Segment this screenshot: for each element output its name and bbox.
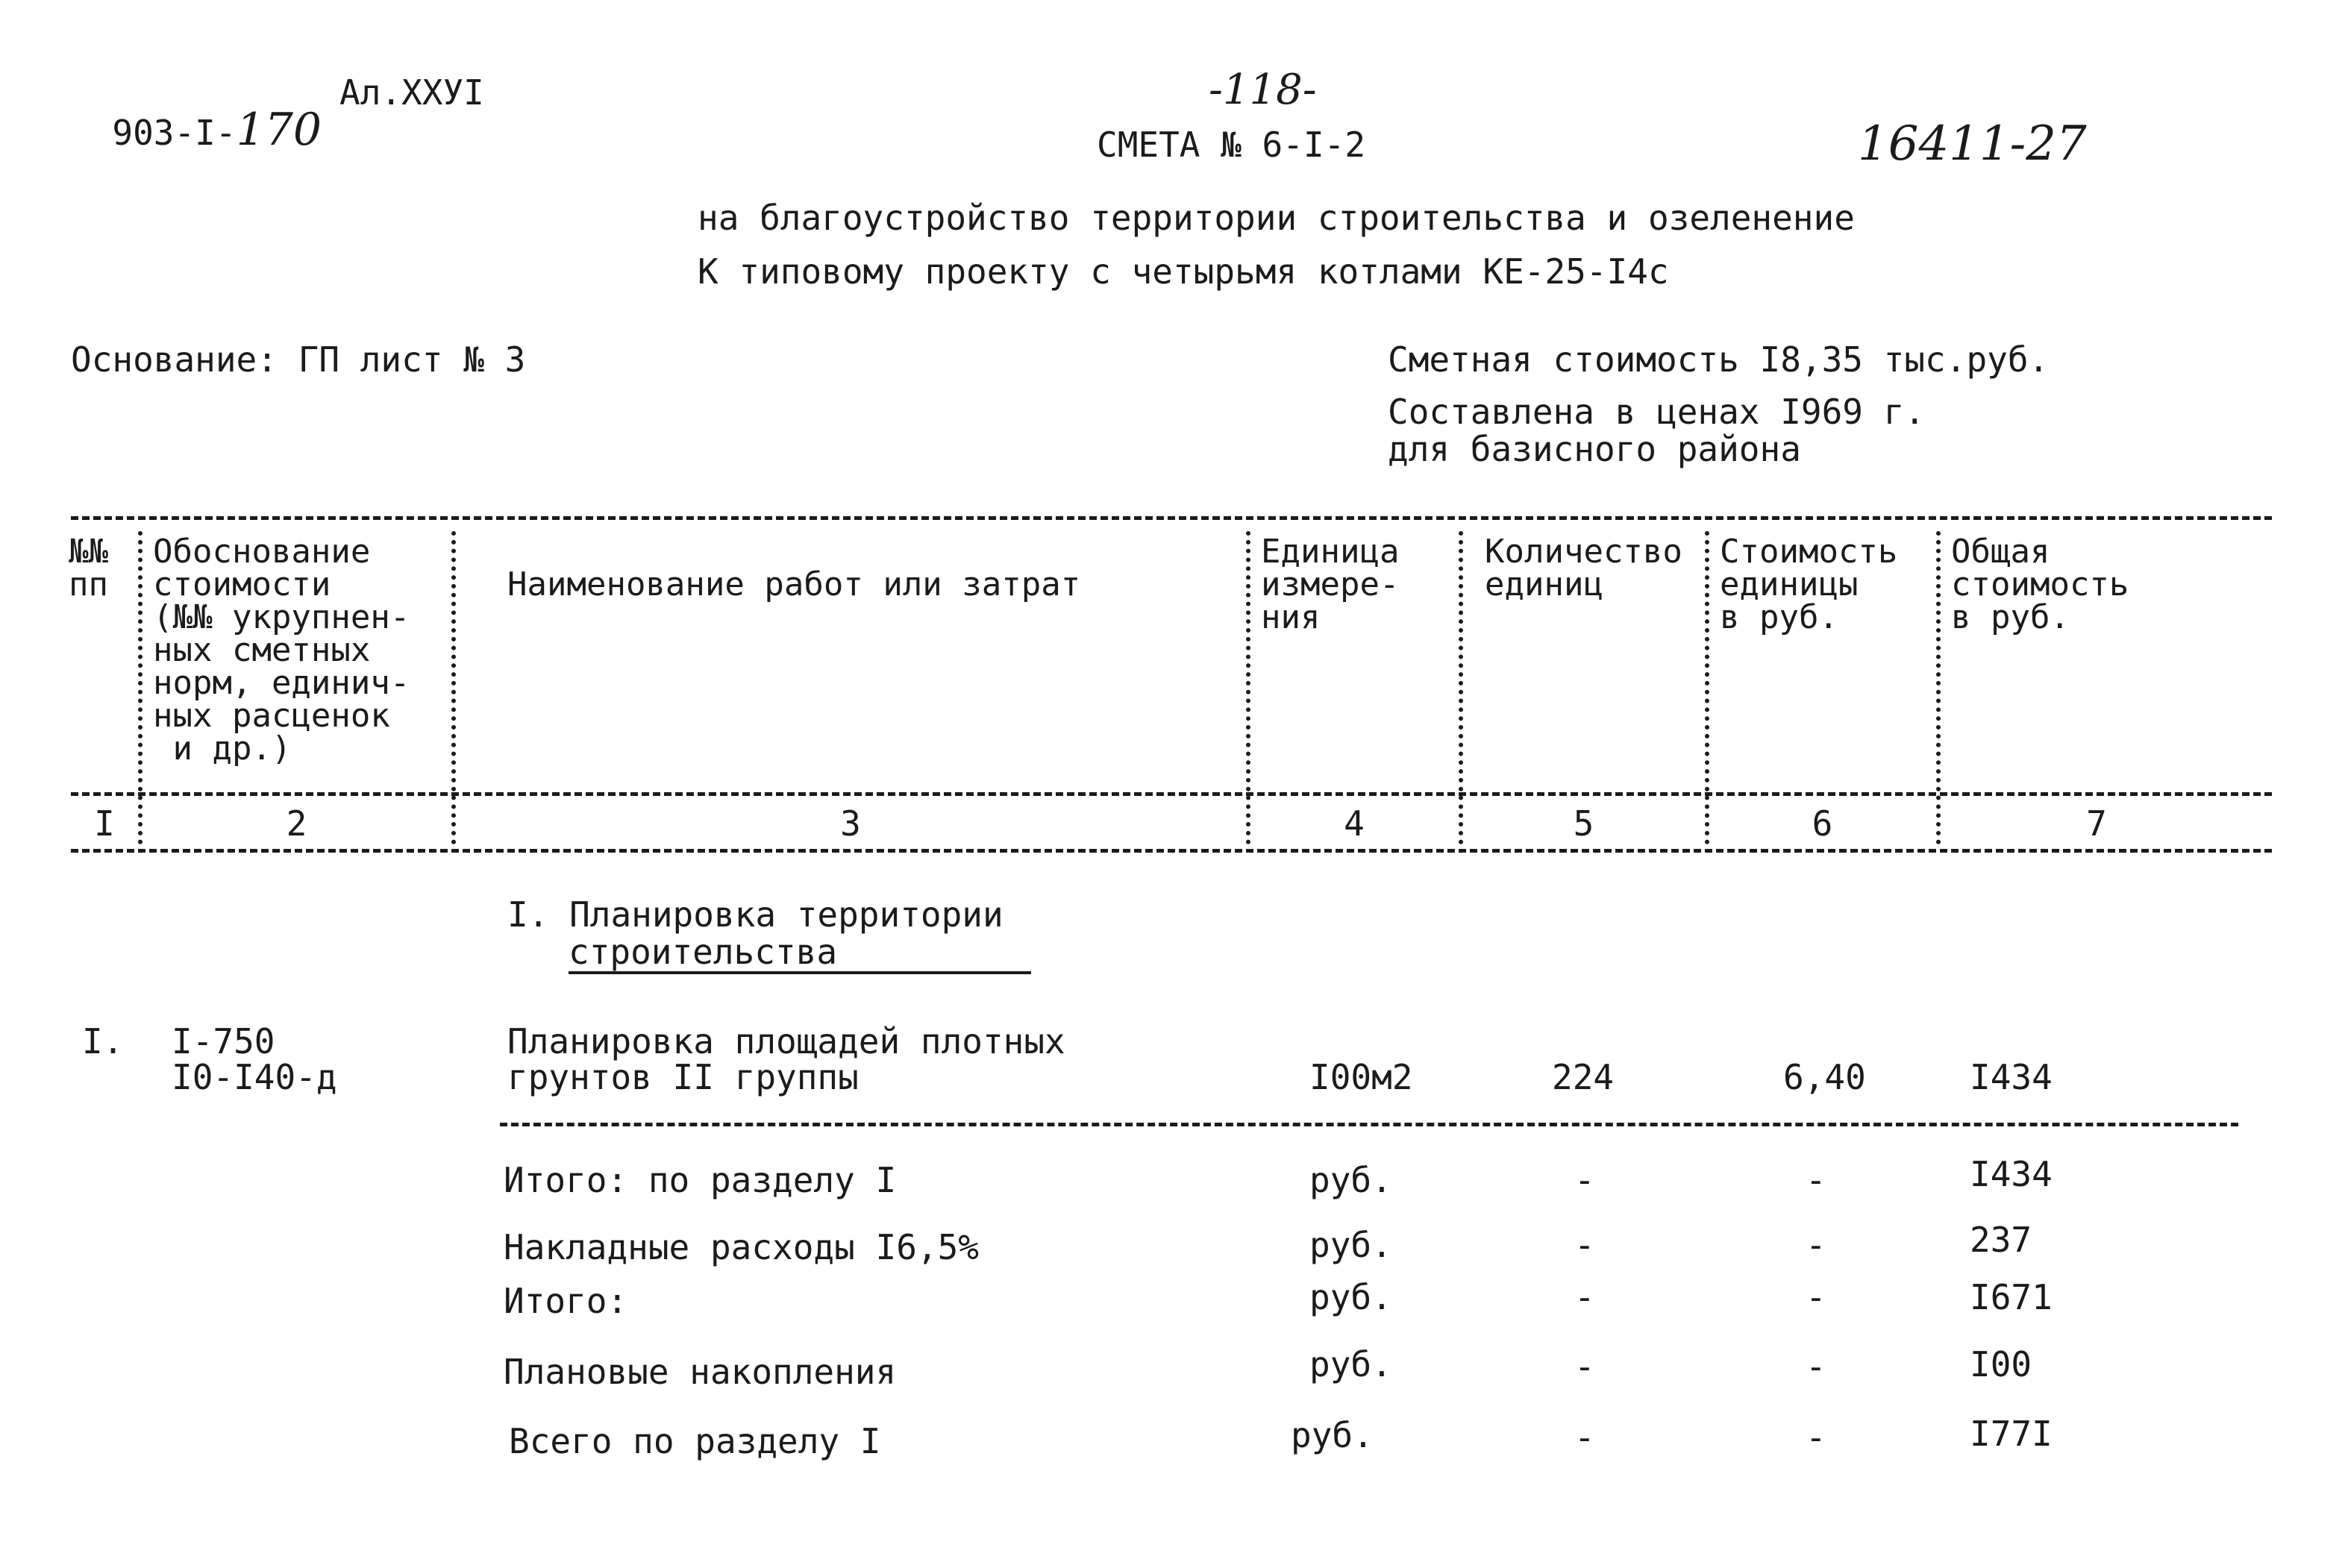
item-name-2: грунтов II группы [507, 1057, 859, 1097]
summary-price: - [1806, 1417, 1826, 1458]
summary-quantity: - [1574, 1277, 1595, 1317]
summary-total: 237 [1970, 1220, 2032, 1260]
summary-price: - [1806, 1160, 1826, 1200]
archive-number: 16411-27 [1858, 116, 2087, 172]
prices-year: Составлена в ценах I969 г. [1388, 392, 1926, 432]
summary-unit: руб. [1291, 1415, 1374, 1455]
summary-unit: руб. [1309, 1160, 1392, 1200]
summary-quantity: - [1574, 1160, 1595, 1200]
column-separator [138, 531, 143, 844]
subtitle-line-2: К типовому проекту с четырьмя котлами КЕ-25-I4с [698, 251, 1669, 292]
summary-unit: руб. [1309, 1277, 1392, 1317]
column-separator [1936, 531, 1941, 844]
item-quantity: 224 [1552, 1057, 1615, 1097]
summary-quantity: - [1574, 1225, 1595, 1265]
summary-price: - [1806, 1346, 1826, 1387]
item-number: I. [82, 1021, 124, 1061]
summary-total: I00 [1970, 1344, 2032, 1384]
column-number-2: 2 [286, 803, 307, 844]
summary-label: Плановые накопления [504, 1352, 897, 1392]
header-unit-cost: Стоимость единицы в руб. [1720, 533, 1898, 636]
section-title-continuation: строительства [569, 932, 838, 972]
item-total: I434 [1970, 1057, 2053, 1097]
page-number: -118- [1209, 66, 1317, 114]
column-number-5: 5 [1573, 803, 1594, 844]
column-number-6: 6 [1812, 803, 1833, 844]
item-name-1: Планировка площадей плотных [507, 1021, 1065, 1061]
summary-total: I434 [1970, 1154, 2053, 1194]
header-row-number: №№ пп [69, 533, 108, 603]
document-code-handwritten: 170 [236, 104, 322, 157]
subtitle-line-1: на благоустройство территории строительства и озеленение [698, 198, 1855, 238]
header-quantity: Количество единиц [1485, 533, 1682, 603]
column-separator [1705, 531, 1709, 844]
summary-price: - [1806, 1277, 1826, 1317]
summary-total: I77I [1970, 1414, 2053, 1454]
column-separator [1459, 531, 1463, 844]
basis-text: Основание: ГП лист № 3 [71, 339, 526, 380]
summary-label: Накладные расходы I6,5% [504, 1227, 979, 1267]
summary-label: Итого: по разделу I [504, 1160, 897, 1200]
estimated-cost: Сметная стоимость I8,35 тыс.руб. [1388, 339, 2050, 380]
album-number: Ал.XXУI [339, 72, 484, 113]
header-cost-basis: Обоснование стоимости (№№ укрупнен- ных сметных норм, единич- ных расценок и др.) [153, 533, 410, 768]
summary-total: I671 [1970, 1277, 2053, 1317]
table-colnum-rule [71, 849, 2272, 853]
column-separator [451, 531, 456, 844]
summary-quantity: - [1574, 1346, 1595, 1387]
column-number-3: 3 [840, 803, 861, 844]
item-rule [500, 1123, 2238, 1126]
summary-label: Итого: [504, 1281, 628, 1321]
summary-unit: руб. [1309, 1225, 1392, 1265]
item-ref-2: I0-I40-д [172, 1057, 337, 1097]
document-code [71, 71, 322, 157]
header-work-name: Наименование работ или затрат [507, 565, 1081, 603]
column-separator [1246, 531, 1250, 844]
prices-region: для базисного района [1388, 429, 1801, 469]
summary-price: - [1806, 1225, 1826, 1265]
header-total-cost: Общая стоимость в руб. [1951, 533, 2129, 636]
summary-quantity: - [1574, 1417, 1595, 1458]
column-number-4: 4 [1344, 803, 1365, 844]
estimate-title: СМЕТА № 6-I-2 [1097, 125, 1366, 165]
section-title: I. Планировка территории [507, 894, 1004, 935]
item-unit-price: 6,40 [1783, 1057, 1866, 1097]
column-number-7: 7 [2086, 803, 2107, 844]
summary-unit: руб. [1309, 1344, 1392, 1384]
section-title-underline [569, 971, 1031, 974]
document-code-prefix: 903-I- [112, 113, 237, 154]
table-header-rule [71, 792, 2272, 796]
header-unit: Единица измере- ния [1261, 533, 1400, 636]
table-top-rule [71, 516, 2272, 520]
item-unit: I00м2 [1309, 1057, 1413, 1097]
summary-label: Всего по разделу I [509, 1421, 881, 1461]
item-ref-1: I-750 [172, 1021, 275, 1061]
column-number-1: I [94, 803, 115, 844]
